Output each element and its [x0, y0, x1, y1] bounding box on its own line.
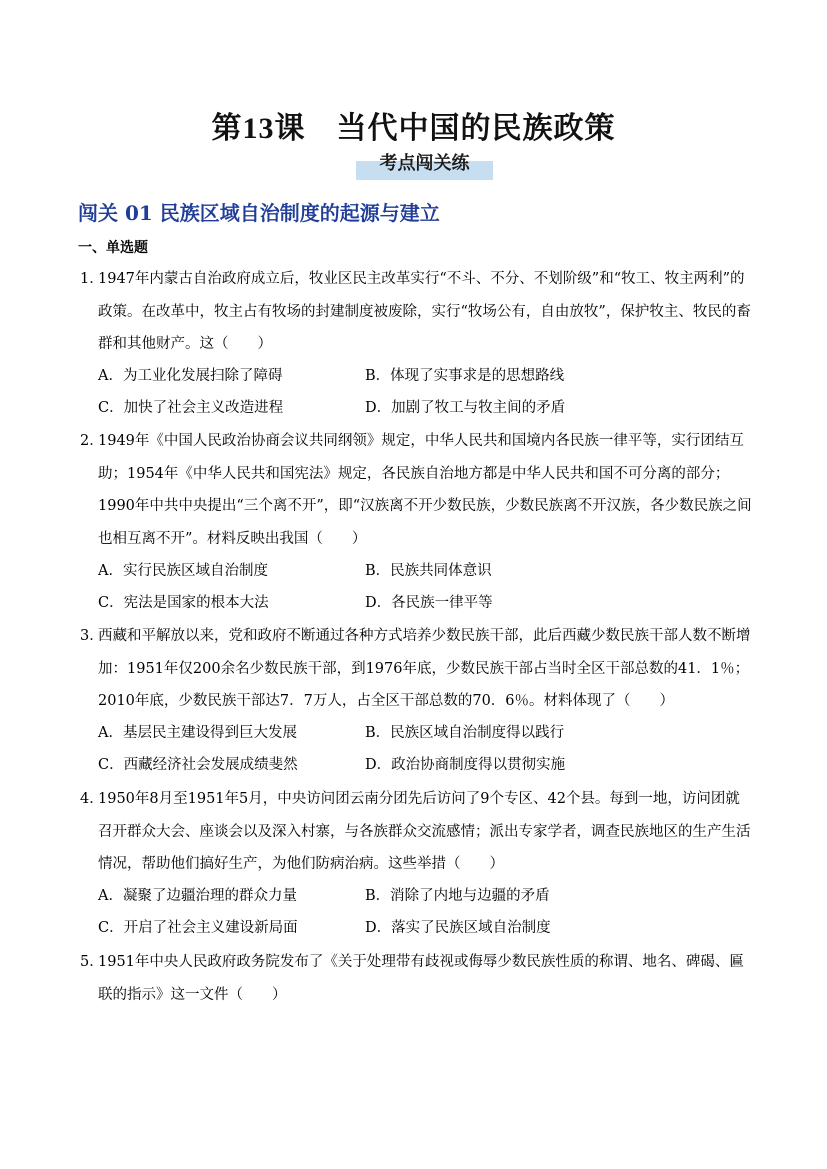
question-stem: [80, 263, 753, 361]
section-heading: 闯关 01 民族区域自治制度的起源与建立: [78, 201, 440, 225]
question-number: 1．: [80, 271, 104, 287]
lesson-title: [0, 103, 827, 147]
practice-badge: [356, 148, 493, 180]
question-5: [80, 946, 753, 1016]
option-b[interactable]: B．体现了实事求是的思想路线: [365, 368, 565, 384]
option-c[interactable]: C．西藏经济社会发展成绩斐然: [98, 757, 298, 773]
option-a[interactable]: A．凝聚了边疆治理的群众力量: [98, 888, 297, 904]
question-4: [80, 783, 753, 943]
option-b[interactable]: B．消除了内地与边疆的矛盾: [365, 888, 550, 904]
question-text: 1950年8月至1951年5月，中央访问团云南分团先后访问了9个专区、42个县。每到一地，访问团就召开群众大会、座谈会以及深入村寨，与各族群众交流感情；派出专家学者，调查民族地区的生产生活情况，帮助他们搞好生产，为他们防病治病。这些举措（ ）: [98, 791, 751, 872]
option-a[interactable]: A．实行民族区域自治制度: [98, 563, 268, 579]
option-b[interactable]: B．民族共同体意识: [365, 563, 492, 579]
question-stem: [80, 783, 753, 881]
question-text: 西藏和平解放以来，党和政府不断通过各种方式培养少数民族干部，此后西藏少数民族干部人数不断增加：1951年仅200余名少数民族干部，到1976年底，少数民族干部占当时全区干部总数的41．1％；2010年底，少数民族干部达7．7万人，占全区干部总数的70．6％。材料体现了（ ）: [98, 628, 751, 709]
title-number: 13: [242, 112, 275, 145]
option-a[interactable]: A．为工业化发展扫除了障碍: [98, 368, 283, 384]
option-d[interactable]: D．各民族一律平等: [365, 595, 493, 611]
option-c[interactable]: C．开启了社会主义建设新局面: [98, 920, 298, 936]
question-stem: [80, 946, 753, 1011]
question-number: 2．: [80, 433, 104, 449]
title-prefix: 第: [211, 111, 243, 146]
question-2: [80, 425, 753, 615]
question-3: [80, 620, 753, 780]
question-number: 4．: [80, 791, 104, 807]
question-stem: [80, 620, 753, 718]
question-stem: [80, 425, 753, 555]
question-text: 1947年内蒙古自治政府成立后，牧业区民主改革实行“不斗、不分、不划阶级”和“牧工、牧主两利”的政策。在改革中，牧主占有牧场的封建制度被废除，实行“牧场公有，自由放牧”，保护牧主、牧民的畜群和其他财产。这（ ）: [98, 271, 751, 352]
option-b[interactable]: B．民族区域自治制度得以践行: [365, 725, 565, 741]
question-text: 1951年中央人民政府政务院发布了《关于处理带有歧视或侮辱少数民族性质的称谓、地名、碑碣、匾联的指示》这一文件（ ）: [98, 954, 744, 1003]
question-1: [80, 263, 753, 423]
title-rest: 课 当代中国的民族政策: [274, 111, 616, 146]
option-d[interactable]: D．政治协商制度得以贯彻实施: [365, 757, 566, 773]
badge-label: 考点闯关练: [379, 153, 470, 174]
question-number: 3．: [80, 628, 104, 644]
option-d[interactable]: D．落实了民族区域自治制度: [365, 920, 551, 936]
question-type-heading: 一、单选题: [78, 240, 148, 256]
question-number: 5．: [80, 954, 104, 970]
option-a[interactable]: A．基层民主建设得到巨大发展: [98, 725, 297, 741]
option-c[interactable]: C．宪法是国家的根本大法: [98, 595, 269, 611]
question-text: 1949年《中国人民政治协商会议共同纲领》规定，中华人民共和国境内各民族一律平等，实行团结互助；1954年《中华人民共和国宪法》规定，各民族自治地方都是中华人民共和国不可分离的部分；1990年中共中央提出“三个离不开”，即“汉族离不开少数民族，少数民族离不开汉族，各少数民族之间也相互离不开”。材料反映出我国（ ）: [98, 433, 752, 547]
option-c[interactable]: C．加快了社会主义改造进程: [98, 400, 284, 416]
option-d[interactable]: D．加剧了牧工与牧主间的矛盾: [365, 400, 566, 416]
